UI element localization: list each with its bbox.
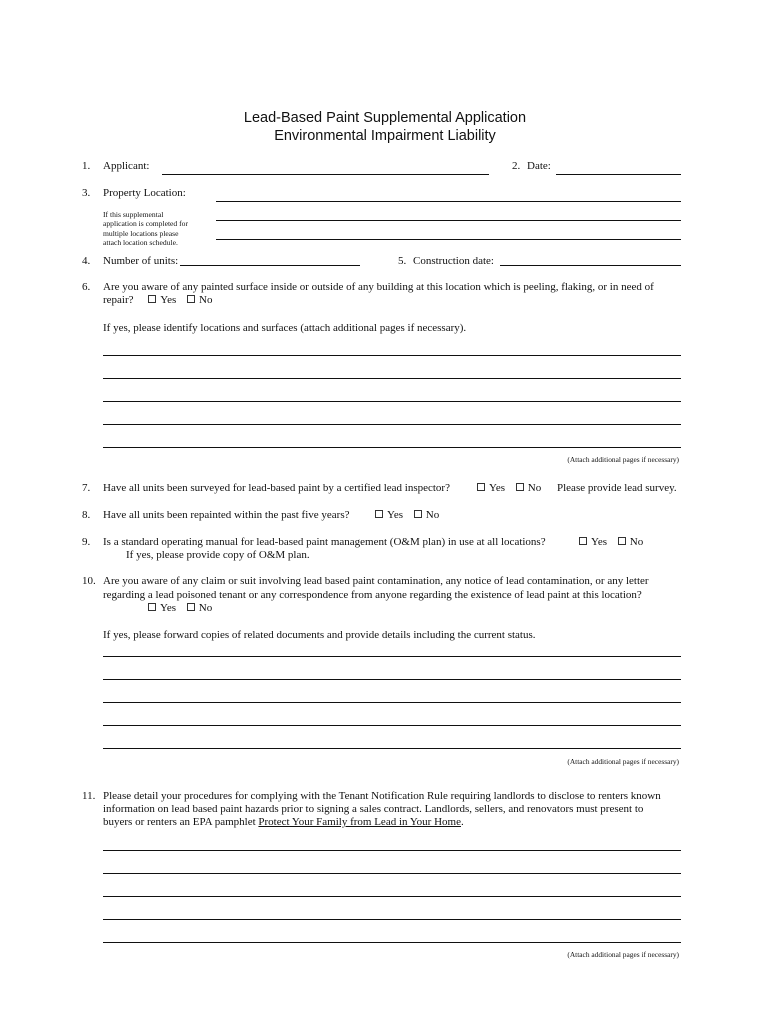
q11-answer-line-2[interactable]	[103, 873, 681, 874]
q1-number: 1.	[82, 160, 91, 172]
q9-question-line1: Is a standard operating manual for lead-based paint management (O&M plan) in use at all locations?	[103, 536, 546, 548]
applicant-label: Applicant:	[103, 160, 150, 172]
q11-question-line3: buyers or renters an EPA pamphlet Protect Your Family from Lead in Your Home.	[103, 816, 464, 828]
q9-yes-option[interactable]: Yes	[579, 536, 607, 548]
q11-number: 11.	[82, 790, 96, 802]
q6-question-line2: repair? Yes No	[103, 294, 213, 306]
property-location-field-1[interactable]	[216, 201, 681, 202]
construction-date-field[interactable]	[500, 265, 681, 266]
q10-options	[148, 602, 212, 615]
q10-question-line2: regarding a lead poisoned tenant or any correspondence from anyone regarding the existence of lead paint at this location?	[103, 589, 642, 601]
q10-answer-line-2[interactable]	[103, 679, 681, 680]
q11-answer-line-1[interactable]	[103, 850, 681, 851]
q11-answer-line-4[interactable]	[103, 919, 681, 920]
property-location-label: Property Location:	[103, 187, 186, 199]
q6-number: 6.	[82, 281, 91, 293]
q11-question-line2: information on lead based paint hazards prior to signing a sales contract. Landlords, sellers, and renovators must present to	[103, 803, 644, 815]
q10-answer-line-4[interactable]	[103, 725, 681, 726]
q6-no-checkbox[interactable]	[187, 295, 195, 303]
q9-options	[579, 536, 643, 549]
q6-yes-option[interactable]: Yes	[148, 294, 176, 306]
q6-answer-line-3[interactable]	[103, 401, 681, 402]
q10-yes-option[interactable]: Yes	[148, 602, 176, 614]
applicant-field[interactable]	[162, 174, 489, 175]
q6-answer-line-1[interactable]	[103, 355, 681, 356]
q5-number: 5.	[398, 255, 407, 267]
q2-number: 2.	[512, 160, 521, 172]
date-label: Date:	[527, 160, 551, 172]
q9-yes-checkbox[interactable]	[579, 537, 587, 545]
q3-number: 3.	[82, 187, 91, 199]
q10-question-line1: Are you aware of any claim or suit involving lead based paint contamination, any notice of lead contamination, or any letter	[103, 575, 649, 587]
q8-options	[375, 509, 439, 522]
q9-question-line2: If yes, please provide copy of O&M plan.	[126, 549, 310, 561]
q6-yes-checkbox[interactable]	[148, 295, 156, 303]
q6-question-line1: Are you aware of any painted surface inside or outside of any building at this location which is peeling, flaking, or in need of	[103, 281, 654, 293]
q7-yes-option[interactable]: Yes	[477, 482, 505, 494]
q7-number: 7.	[82, 482, 91, 494]
q6-followup-text: If yes, please identify locations and surfaces (attach additional pages if necessary).	[103, 322, 467, 334]
q11-answer-line-5[interactable]	[103, 942, 681, 943]
q9-number: 9.	[82, 536, 91, 548]
q10-answer-line-5[interactable]	[103, 748, 681, 749]
q8-yes-option[interactable]: Yes	[375, 509, 403, 521]
q9-no-option[interactable]: No	[618, 536, 643, 548]
form-title: Lead-Based Paint Supplemental Application	[243, 110, 527, 126]
q8-no-checkbox[interactable]	[414, 510, 422, 518]
q11-question-line1: Please detail your procedures for complying with the Tenant Notification Rule requiring landlords to disclose to renters known	[103, 790, 661, 802]
q10-no-option[interactable]: No	[187, 602, 212, 614]
q8-yes-checkbox[interactable]	[375, 510, 383, 518]
epa-pamphlet-title: Protect Your Family from Lead in Your Home	[258, 816, 461, 828]
date-field[interactable]	[556, 174, 681, 175]
q11-answer-line-3[interactable]	[103, 896, 681, 897]
q10-answer-line-1[interactable]	[103, 656, 681, 657]
q6-no-option[interactable]: No	[187, 294, 212, 306]
q10-number: 10.	[82, 575, 96, 587]
units-label: Number of units:	[103, 255, 179, 267]
construction-date-label: Construction date:	[413, 255, 494, 267]
q4-number: 4.	[82, 255, 91, 267]
q10-answer-line-3[interactable]	[103, 702, 681, 703]
q6-attach-note: (Attach additional pages if necessary)	[567, 455, 679, 464]
q10-followup-text: If yes, please forward copies of related documents and provide details including the current status.	[103, 629, 536, 641]
q7-no-checkbox[interactable]	[516, 483, 524, 491]
property-location-field-2[interactable]	[216, 220, 681, 221]
q9-no-checkbox[interactable]	[618, 537, 626, 545]
q6-answer-line-4[interactable]	[103, 424, 681, 425]
q8-question: Have all units been repainted within the past five years?	[103, 509, 350, 521]
q7-yes-checkbox[interactable]	[477, 483, 485, 491]
q10-yes-checkbox[interactable]	[148, 603, 156, 611]
q7-no-option[interactable]: No	[516, 482, 541, 494]
property-location-field-3[interactable]	[216, 239, 681, 240]
q8-number: 8.	[82, 509, 91, 521]
q7-options	[477, 482, 541, 495]
q10-attach-note: (Attach additional pages if necessary)	[567, 757, 679, 766]
q7-question: Have all units been surveyed for lead-based paint by a certified lead inspector?	[103, 482, 450, 494]
q10-no-checkbox[interactable]	[187, 603, 195, 611]
q6-answer-line-5[interactable]	[103, 447, 681, 448]
q6-answer-line-2[interactable]	[103, 378, 681, 379]
units-field[interactable]	[180, 265, 360, 266]
form-subtitle: Environmental Impairment Liability	[274, 128, 496, 144]
multiple-locations-note: If this supplemental application is completed for multiple locations please attach location schedule.	[103, 210, 188, 248]
q8-no-option[interactable]: No	[414, 509, 439, 521]
q7-lead-survey-note: Please provide lead survey.	[557, 482, 677, 494]
q11-attach-note: (Attach additional pages if necessary)	[567, 950, 679, 959]
